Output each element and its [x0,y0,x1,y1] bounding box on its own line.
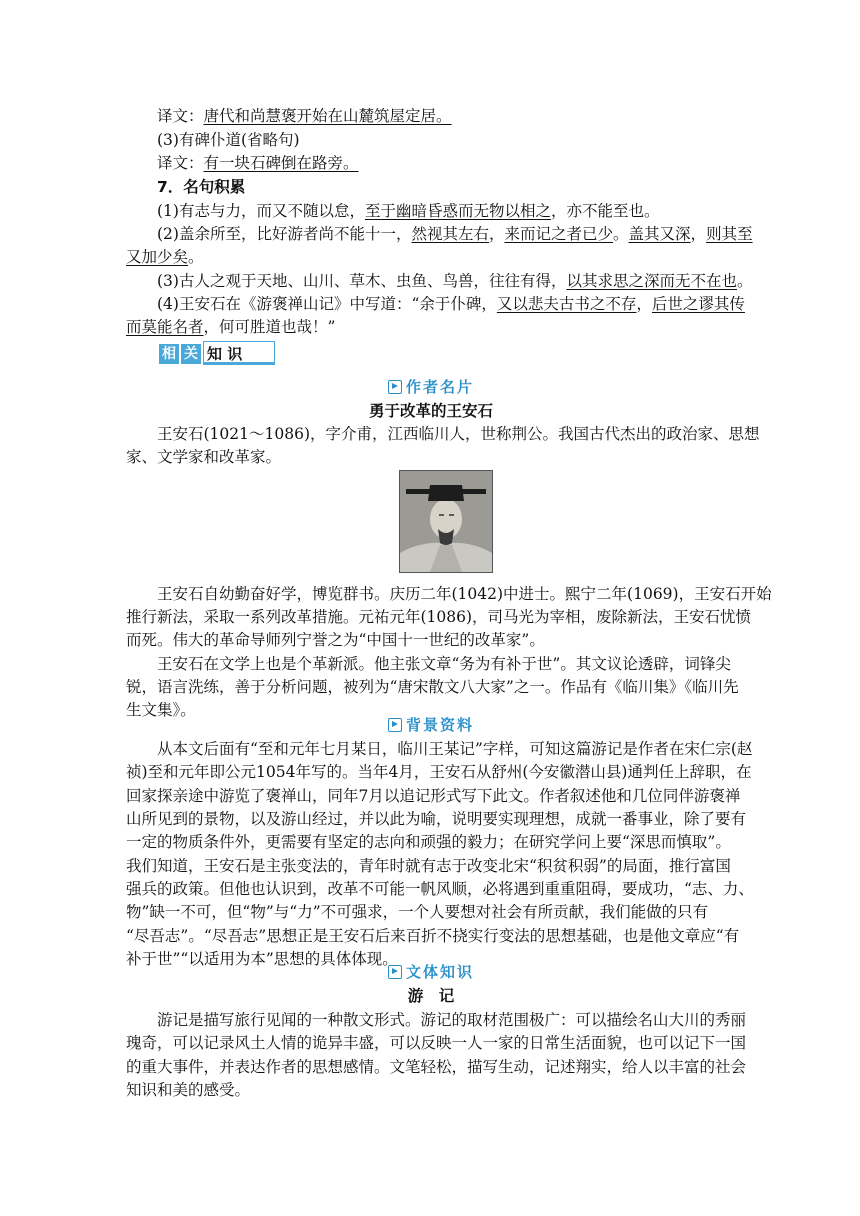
play-icon [388,718,402,732]
paragraph-line: “尽吾志”。“尽吾志”思想正是王安石后来百折不挠实行变法的思想基础，也是他文章应“有 [126,927,740,945]
paragraph-line: 王安石(1021～1086)，字介甫，江西临川人，世称荆公。我国古代杰出的政治家、思想 [157,425,760,443]
quote-4: (4)王安石在《游褒禅山记》中写道：“余于仆碑，又以悲夫古书之不存，后世之谬其传 [157,295,745,313]
paragraph-line: 王安石在文学上也是个革新派。他主张文章“务为有补于世”。其文议论透辟，词锋尖 [157,655,731,673]
heading-7: 7．名句积累 [157,178,246,196]
quote-3: (3)古人之观于天地、山川、草木、虫鱼、鸟兽，往往有得，以其求思之深而无不在也。 [157,272,753,290]
paragraph-line: 王安石自幼勤奋好学，博览群书。庆历二年(1042)中进士。熙宁二年(1069)，王安石开始 [157,585,772,603]
translation-text: 唐代和尚慧褒开始在山麓筑屋定居。 [203,107,452,125]
background-section-header: 背景资料 [126,713,736,737]
paragraph-line: 补于世”“以适用为本”思想的具体体现。 [126,950,398,968]
wang-anshi-portrait [399,470,493,573]
author-section-header: 作者名片 [126,375,736,399]
paragraph-line: 知识和美的感受。 [126,1081,251,1099]
genre-title: 游 记 [407,987,455,1005]
label: 译文： [157,154,204,172]
paragraph-line: 而死。伟大的革命导师列宁誉之为“中国十一世纪的改革家”。 [126,631,545,649]
quote-2: (2)盖余所至，比好游者尚不能十一，然视其左右，来而记之者已少。盖其又深，则其至 [157,225,753,243]
portrait-image [400,471,492,572]
paragraph-line: 强兵的政策。但他也认识到，改革不可能一帆风顺，必将遇到重重阻碍，要成功，“志、力、 [126,880,754,898]
example-line: (3)有碑仆道(省略句) [157,131,300,149]
paragraph-line: 的重大事件，并表达作者的思想感情。文笔轻松，描写生动，记述翔实，给人以丰富的社会 [126,1058,747,1076]
paragraph-line: 推行新法，采取一系列改革措施。元祐元年(1086)，司马光为宰相，废除新法，王安石忧愤 [126,608,752,626]
badge-word: 知 识 [207,345,243,363]
paragraph-line: 家、文学家和改革家。 [126,448,282,466]
paragraph-line: 山所见到的景物，以及游山经过，并以此为喻，说明要实现理想，成就一番事业，除了要有 [126,810,747,828]
label: 译文： [157,107,204,125]
quote-2-cont: 又加少矣。 [126,248,204,266]
paragraph-line: 瑰奇，可以记录风土人情的诡异丰盛，可以反映一人一家的日常生活面貌，也可以记下一国 [126,1034,747,1052]
quote-1: (1)有志与力，而又不随以怠，至于幽暗昏惑而无物以相之，亦不能至也。 [157,202,660,220]
author-title: 勇于改革的王安石 [368,402,493,420]
paragraph-line: 祯)至和元年即公元1054年写的。当年4月，王安石从舒州(今安徽潜山县)通判任上辞职，在 [126,763,752,781]
translation-line [126,151,736,175]
paragraph-line: 从本文后面有“至和元年七月某日，临川王某记”字样，可知这篇游记是作者在宋仁宗(赵 [157,740,753,758]
paragraph-line: 一定的物质条件外，更需要有坚定的志向和顽强的毅力；在研究学问上要“深思而慎取”。 [126,833,731,851]
genre-section-header: 文体知识 [126,960,736,984]
translation-text: 有一块石碑倒在路旁。 [203,154,359,172]
related-knowledge-badge [159,340,246,364]
paragraph-line: 生文集》。 [126,701,196,719]
play-icon [388,965,402,979]
paragraph-line: 我们知道，王安石是主张变法的，青年时就有志于改变北宋“积贫积弱”的局面，推行富国 [126,857,731,875]
quote-4-cont: 而莫能名者，何可胜道也哉！” [126,318,336,336]
badge-char-2: 关 [181,344,201,364]
paragraph-line: 回家探亲途中游览了褒禅山，同年7月以追记形式写下此文。作者叙述他和几位同伴游褒禅 [126,787,741,805]
play-icon [388,380,402,394]
paragraph-line: 物”缺一不可，但“物”与“力”不可强求，一个人要想对社会有所贡献，我们能做的只有 [126,903,709,921]
translation-line [126,104,736,128]
badge-char-1: 相 [159,344,179,364]
paragraph-line: 游记是描写旅行见闻的一种散文形式。游记的取材范围极广：可以描绘名山大川的秀丽 [157,1011,747,1029]
paragraph-line: 锐，语言洗练，善于分析问题，被列为“唐宋散文八大家”之一。作品有《临川集》《临川先 [126,678,739,696]
